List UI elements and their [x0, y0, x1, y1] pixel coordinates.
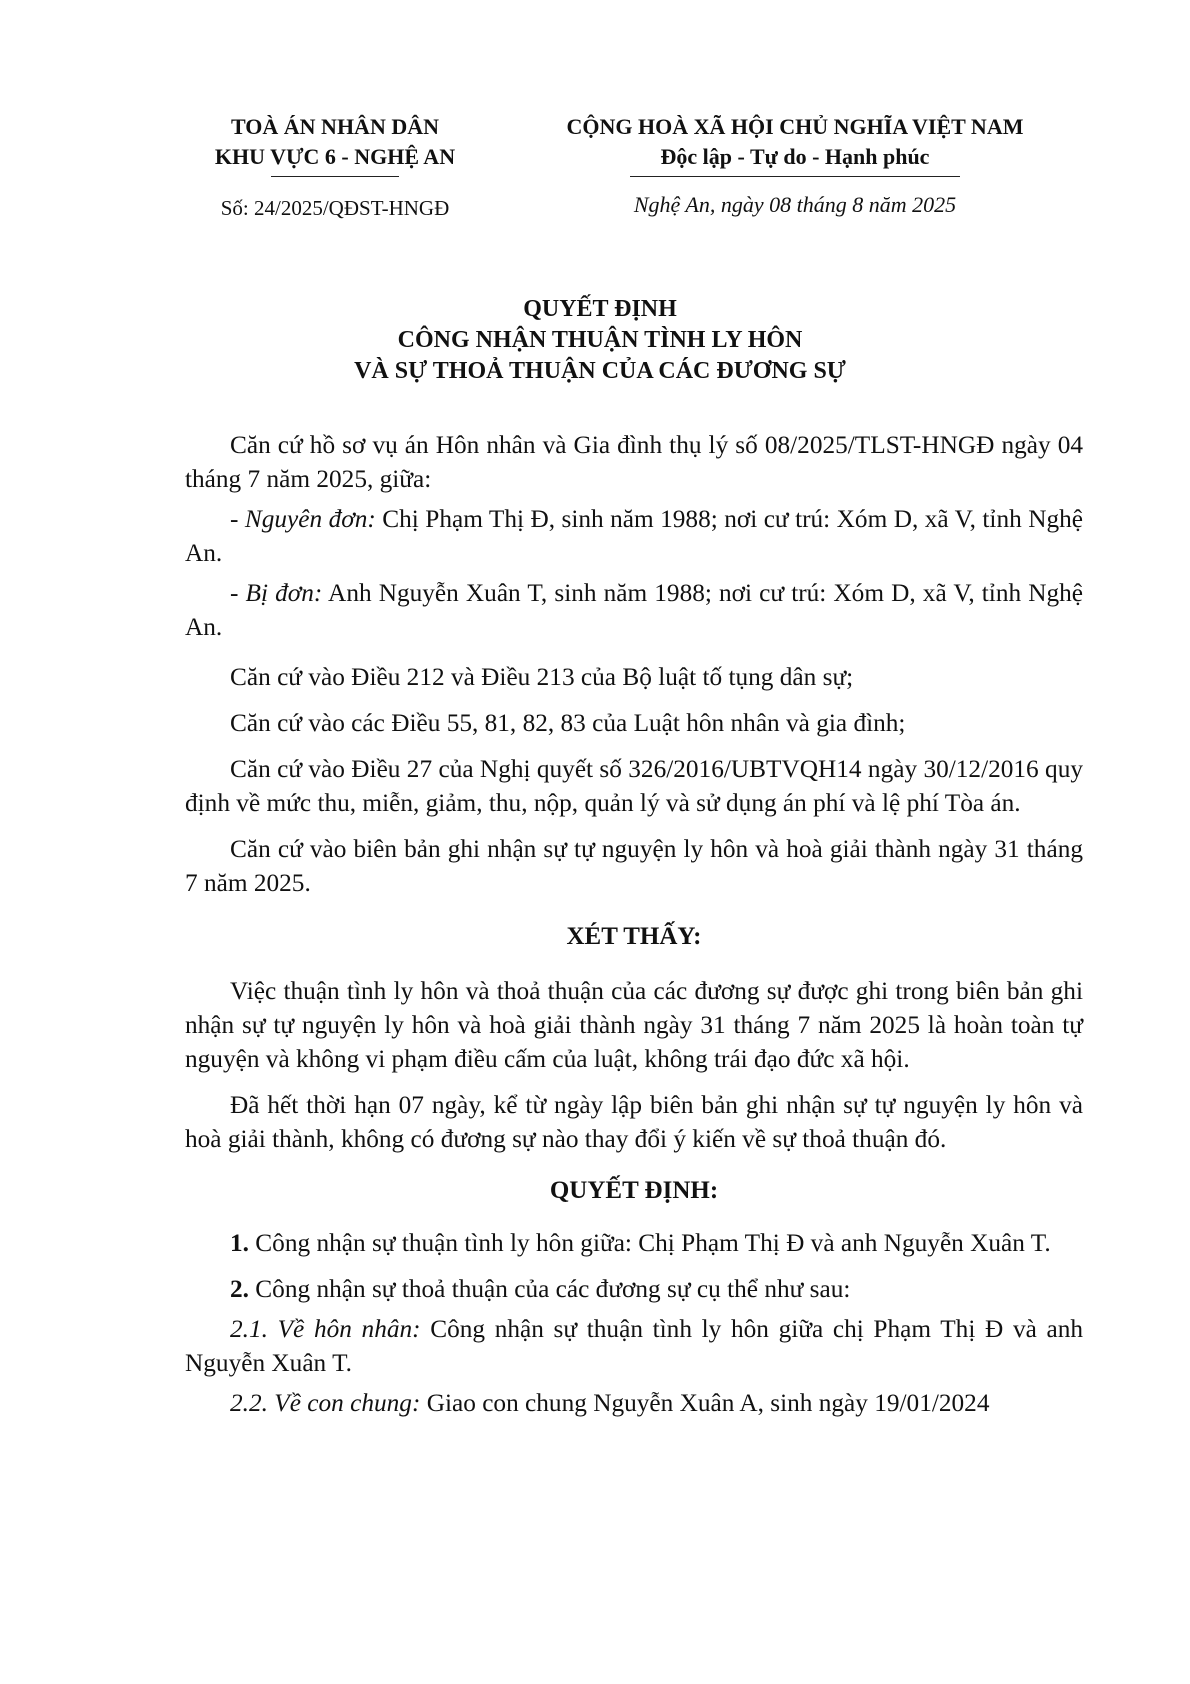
document-title [150, 294, 1050, 387]
findings-paragraph-1: Việc thuận tình ly hôn và thoả thuận của các đương sự được ghi trong biên bản ghi nhận sự tự nguyện ly hôn và hoà giải thành ngày 31 tháng 7 năm 2025 là hoàn toàn tự nguyện và không vi phạm điều cấm của luật, không trái đạo đức xã hội. [185, 977, 1083, 1073]
court-name-line1: TOÀ ÁN NHÂN DÂN [231, 114, 439, 139]
decision-item-2-1 [185, 1312, 1083, 1380]
nation-name: CỘNG HOÀ XÃ HỘI CHỦ NGHĨA VIỆT NAM [566, 114, 1024, 139]
defendant-label: - Bị đơn: [230, 579, 323, 607]
decision-item-2-2-text: Giao con chung Nguyễn Xuân A, sinh ngày 19/01/2024 [420, 1389, 990, 1417]
basis-family-law: Căn cứ vào các Điều 55, 81, 82, 83 của Luật hôn nhân và gia đình; [230, 709, 906, 737]
title-line1: QUYẾT ĐỊNH [523, 296, 677, 322]
document-body [185, 428, 1083, 1420]
court-header-underline [271, 176, 399, 177]
defendant-text: Anh Nguyễn Xuân T, sinh năm 1988; nơi cư trú: Xóm D, xã V, tỉnh Nghệ An. [185, 579, 1084, 641]
decision-item-1-text: Công nhận sự thuận tình ly hôn giữa: Chị Phạm Thị Đ và anh Nguyễn Xuân T. [248, 1229, 1051, 1257]
findings-heading: XÉT THẤY: [566, 923, 702, 950]
nation-header [535, 112, 1055, 177]
decision-item-2-number: 2. [230, 1275, 249, 1303]
reference-number: Số: 24/2025/QĐST-HNGĐ [220, 196, 450, 220]
court-name-line2: KHU VỰC 6 - NGHỆ AN [214, 144, 456, 169]
basis-mediation-record: Căn cứ vào biên bản ghi nhận sự tự nguyện ly hôn và hoà giải thành ngày 31 tháng 7 năm 2025. [185, 835, 1083, 897]
decision-item-2-2-label: 2.2. Về con chung: [230, 1389, 421, 1417]
basis-case-file: Căn cứ hồ sơ vụ án Hôn nhân và Gia đình thụ lý số 08/2025/TLST-HNGĐ ngày 04 tháng 7 năm 2025, giữa: [185, 431, 1083, 493]
decision-heading: QUYẾT ĐỊNH: [549, 1177, 719, 1204]
court-header [190, 112, 480, 177]
basis-fee-resolution: Căn cứ vào Điều 27 của Nghị quyết số 326/2016/UBTVQH14 ngày 30/12/2016 quy định về mức thu, miễn, giảm, thu, nộp, quản lý và sử dụng án phí và lệ phí Tòa án. [185, 755, 1083, 817]
plaintiff-paragraph [185, 502, 1083, 570]
decision-item-2-1-label: 2.1. Về hôn nhân: [230, 1315, 421, 1343]
decision-item-2 [185, 1272, 1083, 1306]
place-date: Nghệ An, ngày 08 tháng 8 năm 2025 [633, 192, 957, 217]
basis-civil-procedure: Căn cứ vào Điều 212 và Điều 213 của Bộ luật tố tụng dân sự; [230, 663, 854, 691]
nation-motto: Độc lập - Tự do - Hạnh phúc [660, 144, 930, 169]
defendant-paragraph [185, 576, 1083, 644]
decision-item-2-text: Công nhận sự thoả thuận của các đương sự cụ thể như sau: [248, 1275, 851, 1303]
title-line2: CÔNG NHẬN THUẬN TÌNH LY HÔN [397, 327, 803, 353]
title-line3: VÀ SỰ THOẢ THUẬN CỦA CÁC ĐƯƠNG SỰ [354, 358, 846, 384]
plaintiff-text: Chị Phạm Thị Đ, sinh năm 1988; nơi cư trú: Xóm D, xã V, tỉnh Nghệ An. [185, 505, 1083, 567]
decision-item-1-number: 1. [230, 1229, 249, 1257]
decision-item-2-2 [185, 1386, 1083, 1420]
findings-paragraph-2: Đã hết thời hạn 07 ngày, kể từ ngày lập biên bản ghi nhận sự tự nguyện ly hôn và hoà giải thành, không có đương sự nào thay đổi ý kiến về sự thoả thuận đó. [185, 1091, 1083, 1153]
plaintiff-label: - Nguyên đơn: [230, 505, 376, 533]
decision-item-1 [185, 1226, 1083, 1260]
decision-item-2-1-text: Công nhận sự thuận tình ly hôn giữa chị Phạm Thị Đ và anh Nguyễn Xuân T. [185, 1315, 1084, 1377]
nation-header-underline [630, 176, 960, 177]
